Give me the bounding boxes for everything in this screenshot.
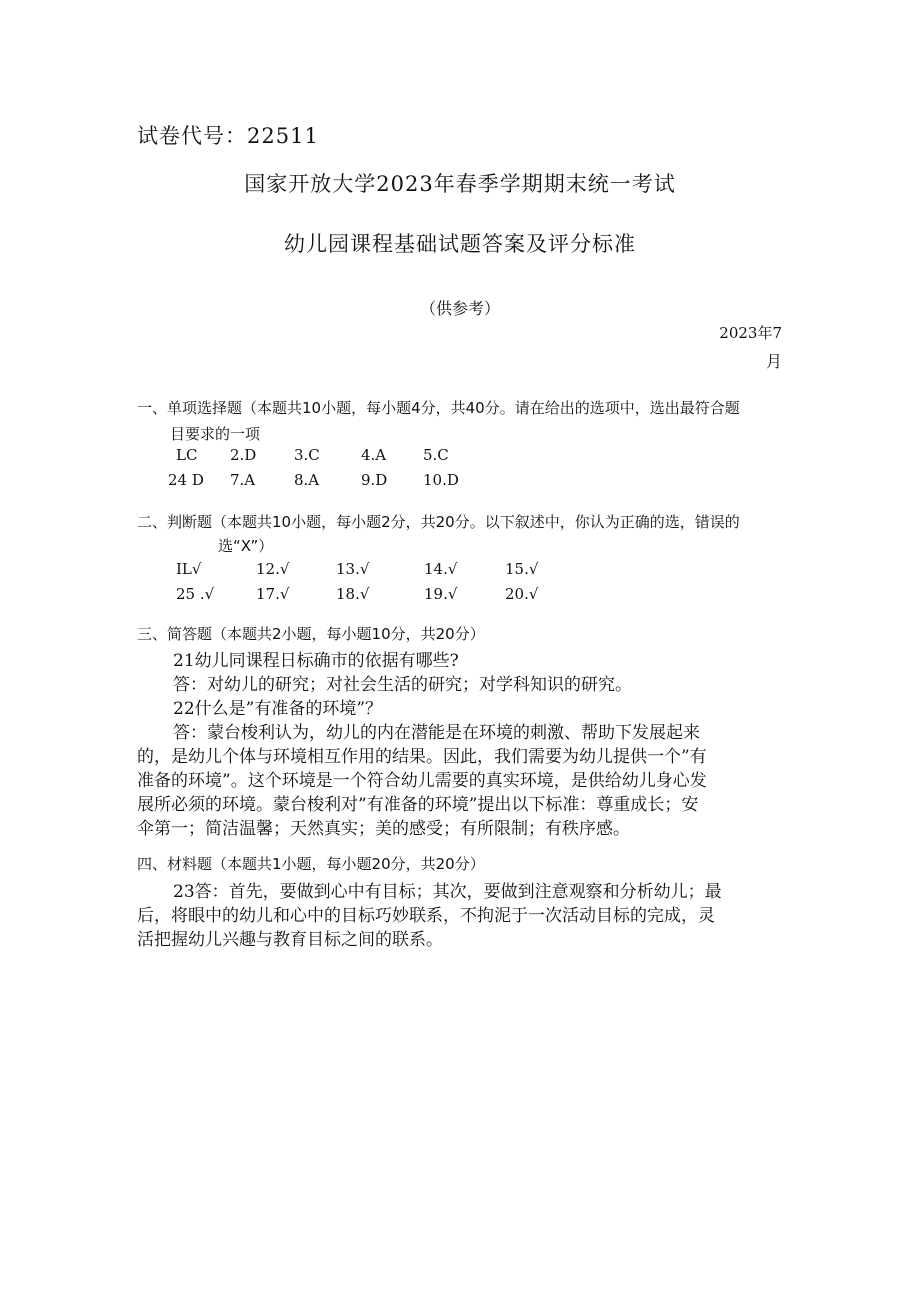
answer-1: LC <box>176 446 198 464</box>
answer-23-line-2: 后，将眼中的幼儿和心中的目标巧妙联系，不拘泥于一次活动目标的完成，灵 <box>137 906 715 926</box>
section3-heading: 三、简答题（本题共2小题，每小题10分，共20分） <box>137 625 485 643</box>
answer-22-line-3: 准备的环境”。这个环境是一个符合幼儿需要的真实环境，是供给幼儿身心发 <box>137 771 707 791</box>
date-line-2: 月 <box>765 352 782 371</box>
reference-note: （供参考） <box>419 299 500 318</box>
exam-title: 国家开放大学2023年春季学期期末统一考试 <box>244 172 676 196</box>
answer-22-line-2: 的，是幼儿个体与环境相互作用的结果。因此，我们需要为幼儿提供一个”有 <box>137 747 707 767</box>
question-22: 22什么是”有准备的环境”？ <box>173 699 383 719</box>
answer-10: 10.D <box>423 471 459 489</box>
section4-heading: 四、材料题（本题共1小题，每小题20分，共20分） <box>137 855 485 873</box>
section1-heading: 一、单项选择题（本题共10小题，每小题4分，共40分。请在给出的选项中，选出最符合题 <box>137 399 740 417</box>
answer-16: 25 .√ <box>176 585 215 603</box>
answer-14: 14.√ <box>424 560 458 578</box>
answer-18: 18.√ <box>336 585 370 603</box>
answer-2: 2.D <box>230 446 257 464</box>
answer-8: 8.A <box>294 471 320 489</box>
answer-17: 17.√ <box>256 585 290 603</box>
answer-3: 3.C <box>294 446 320 464</box>
answer-22-line-5: 伞第一；简洁温馨；天然真实；美的感受；有所限制；有秩序感。 <box>137 819 630 839</box>
answer-7: 7.A <box>230 471 256 489</box>
answer-6: 24 D <box>168 471 204 489</box>
answer-23-line-1: 23答：首先，要做到心中有目标；其次，要做到注意观察和分析幼儿；最 <box>173 882 722 902</box>
answer-21: 答：对幼儿的研究；对社会生活的研究；对学科知识的研究。 <box>173 675 632 695</box>
section2-heading-cont: 选“X”） <box>218 537 274 555</box>
answer-23-line-3: 活把握幼儿兴趣与教育目标之间的联系。 <box>137 930 443 950</box>
answer-19: 19.√ <box>424 585 458 603</box>
answer-22-line-4: 展所必须的环境。蒙台梭利对”有准备的环境”提出以下标准：尊重成长；安 <box>137 795 699 815</box>
question-21: 21幼儿同课程日标确市的依据有哪些? <box>173 651 459 671</box>
answer-5: 5.C <box>423 446 449 464</box>
exam-code: 试卷代号：22511 <box>137 124 319 148</box>
date-line-1: 2023年7 <box>719 324 782 342</box>
answer-22-line-1: 答：蒙台梭利认为，幼儿的内在潜能是在环境的刺激、帮助下发展起来 <box>173 723 700 743</box>
answer-12: 12.√ <box>256 560 290 578</box>
section1-heading-cont: 目要求的一项 <box>170 425 261 443</box>
answer-9: 9.D <box>361 471 388 489</box>
exam-subtitle: 幼儿园课程基础试题答案及评分标准 <box>284 232 636 256</box>
answer-11: IL√ <box>176 560 202 578</box>
section2-heading: 二、判断题（本题共10小题，每小题2分，共20分。以下叙述中，你认为正确的选，错误的 <box>137 513 740 531</box>
answer-20: 20.√ <box>505 585 539 603</box>
answer-13: 13.√ <box>336 560 370 578</box>
answer-15: 15.√ <box>505 560 539 578</box>
answer-4: 4.A <box>361 446 387 464</box>
